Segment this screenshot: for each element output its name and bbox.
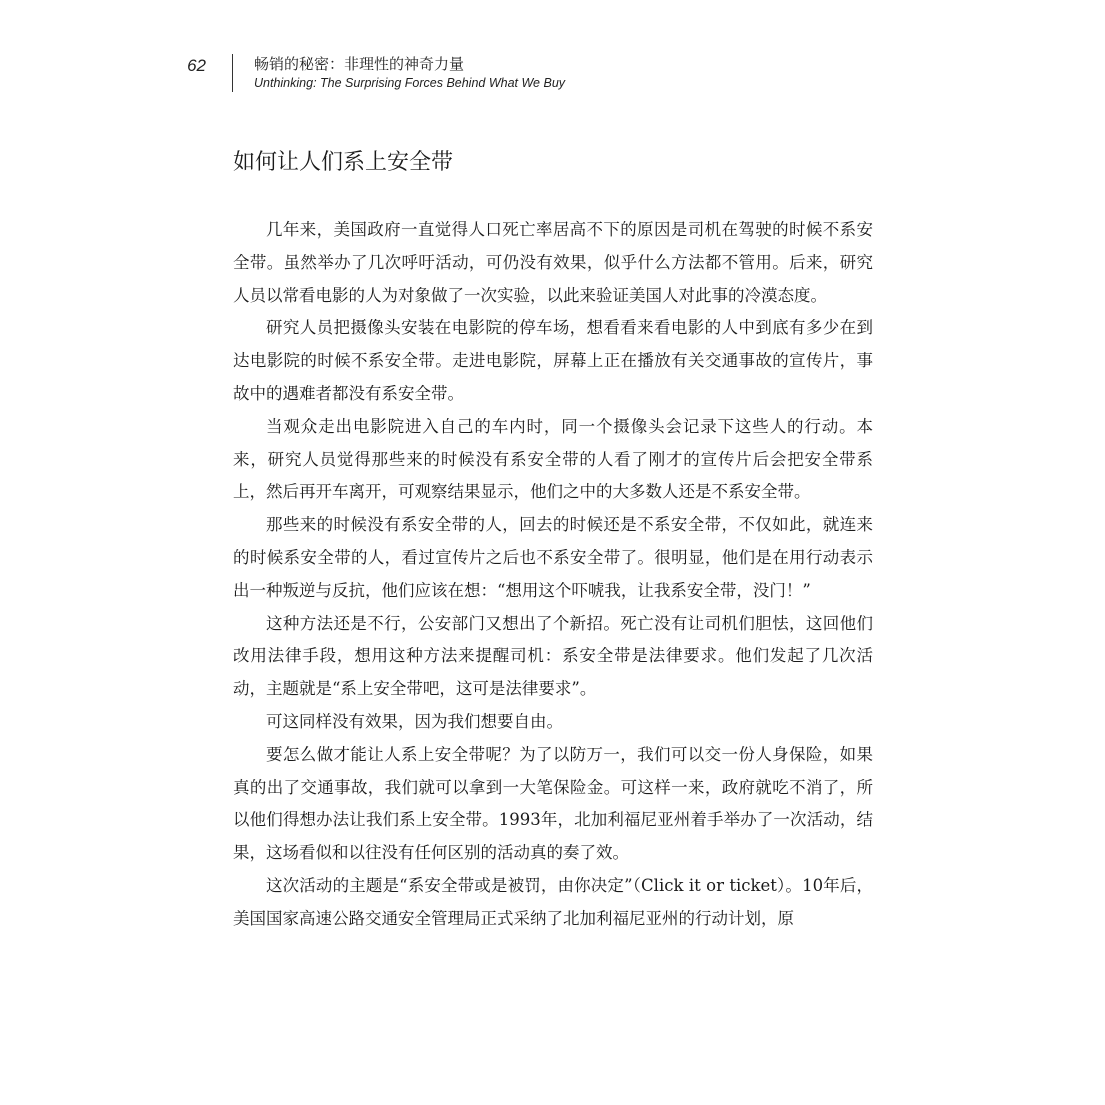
paragraph-5: 这种方法还是不行，公安部门又想出了个新招。死亡没有让司机们胆怯，这回他们改用法律手段，想用这种方法来提醒司机：系安全带是法律要求。他们发起了几次活动，主题就是“系上安全带吧，这可是法律要求”。 — [233, 613, 873, 699]
header-divider — [232, 54, 233, 92]
paragraph-6: 可这同样没有效果，因为我们想要自由。 — [266, 711, 563, 731]
paragraph-2: 研究人员把摄像头安装在电影院的停车场，想看看来看电影的人中到底有多少在到达电影院的时候不系安全带。走进电影院，屏幕上正在播放有关交通事故的宣传片，事故中的遇难者都没有系安全带。 — [233, 318, 873, 403]
body-text — [233, 214, 873, 936]
paragraph-7: 要怎么做才能让人系上安全带呢？为了以防万一，我们可以交一份人身保险，如果真的出了交通事故，我们就可以拿到一大笔保险金。可这样一来，政府就吃不消了，所以他们得想办法让我们系上安全带。1993年，北加利福尼亚州着手举办了一次活动，结果，这场看似和以往没有任何区别的活动真的奏了效。 — [233, 744, 873, 863]
page-number: 62 — [187, 56, 206, 75]
section-heading: 如何让人们系上安全带 — [233, 150, 454, 175]
paragraph-4: 那些来的时候没有系安全带的人，回去的时候还是不系安全带，不仅如此，就连来的时候系安全带的人，看过宣传片之后也不系安全带了。很明显，他们是在用行动表示出一种叛逆与反抗，他们应该在想：“想用这个吓唬我，让我系安全带，没门！” — [233, 515, 873, 600]
paragraph-8: 这次活动的主题是“系安全带或是被罚，由你决定”（Click it or ticket）。10年后，美国国家高速公路交通安全管理局正式采纳了北加利福尼亚州的行动计划，原 — [233, 875, 873, 928]
paragraph-3: 当观众走出电影院进入自己的车内时，同一个摄像头会记录下这些人的行动。本来，研究人员觉得那些来的时候没有系安全带的人看了刚才的宣传片后会把安全带系上，然后再开车离开，可观察结果显示，他们之中的大多数人还是不系安全带。 — [233, 416, 873, 502]
running-header — [150, 52, 670, 94]
book-title-english: Unthinking: The Surprising Forces Behind What We Buy — [254, 76, 566, 90]
header-titles — [254, 54, 674, 92]
book-title-chinese: 畅销的秘密：非理性的神奇力量 — [254, 55, 465, 73]
paragraph-1: 几年来，美国政府一直觉得人口死亡率居高不下的原因是司机在驾驶的时候不系安全带。虽然举办了几次呼吁活动，可仍没有效果，似乎什么方法都不管用。后来，研究人员以常看电影的人为对象做了一次实验，以此来验证美国人对此事的冷漠态度。 — [233, 220, 873, 305]
